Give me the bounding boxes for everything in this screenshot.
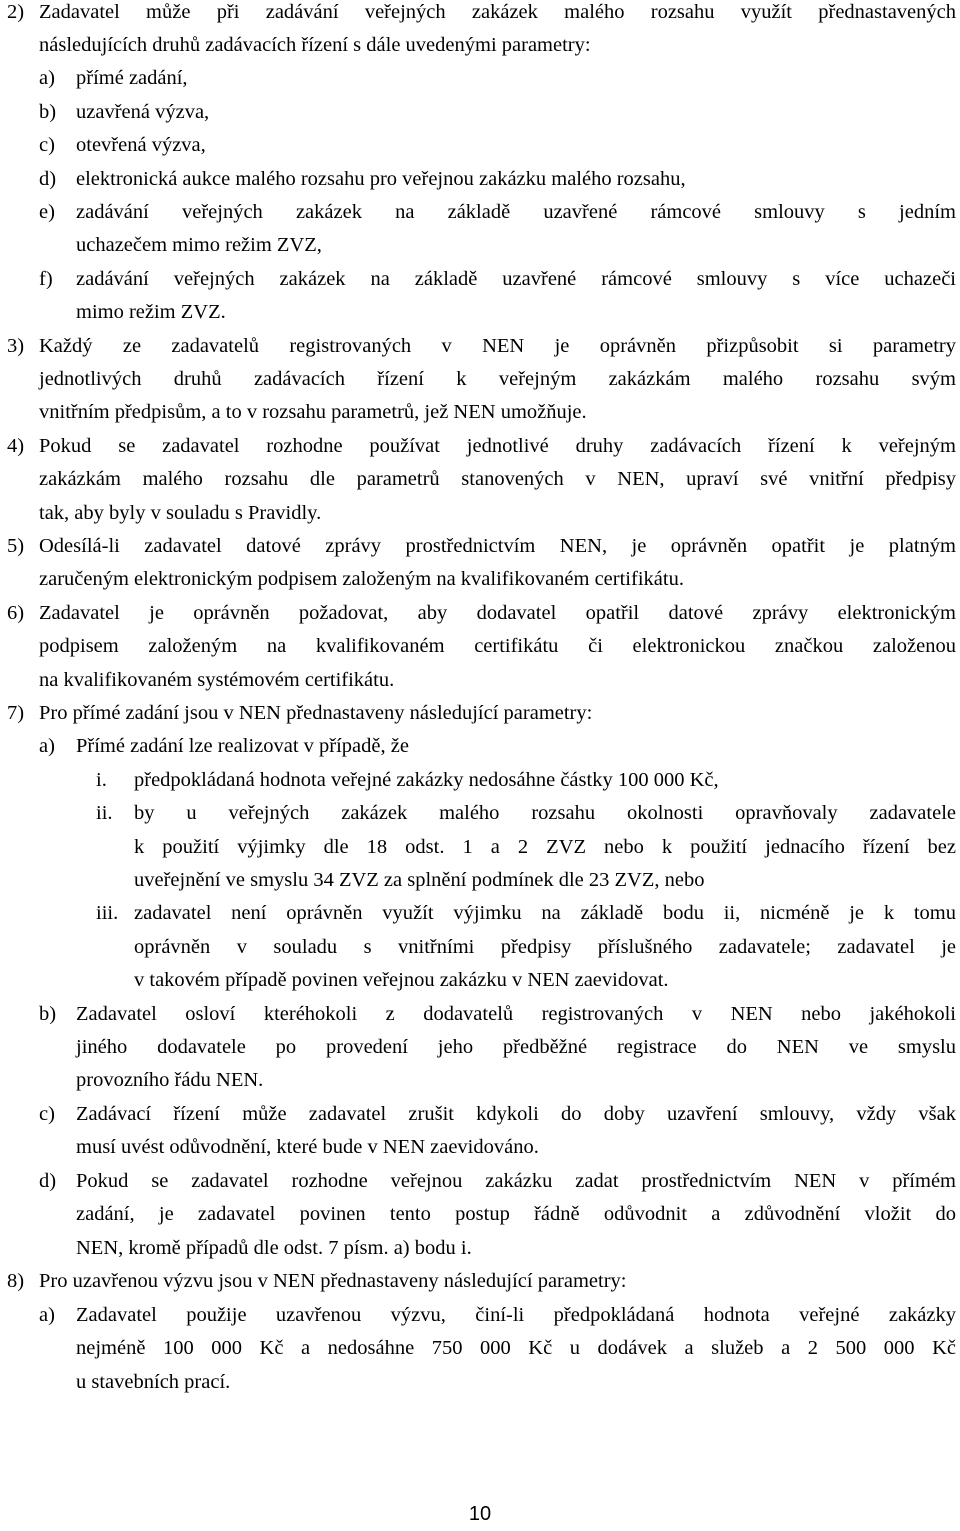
list-marker: f) — [39, 268, 53, 290]
list-marker: iii. — [96, 902, 119, 924]
list-marker: 3) — [7, 335, 25, 357]
list-marker: 6) — [7, 602, 25, 624]
list-marker: 4) — [7, 435, 25, 457]
paragraph-line: Každý ze zadavatelů registrovaných v NEN je oprávněn přizpůsobit si parametry — [39, 335, 956, 357]
list-marker: b) — [39, 101, 57, 123]
paragraph-line: Odesílá-li zadavatel datové zprávy prostřednictvím NEN, je oprávněn opatřit je platným — [39, 535, 956, 557]
list-item-line: uzavřená výzva, — [76, 101, 210, 123]
list-item-line: elektronická aukce malého rozsahu pro veřejnou zakázku malého rozsahu, — [76, 168, 686, 190]
list-item-line: nejméně 100 000 Kč a nedosáhne 750 000 Kč u dodávek a služeb a 2 500 000 Kč — [76, 1337, 956, 1359]
paragraph-line: Pro uzavřenou výzvu jsou v NEN přednastaveny následující parametry: — [39, 1270, 627, 1292]
list-marker: e) — [39, 201, 55, 223]
list-item-line: mimo režim ZVZ. — [76, 301, 226, 323]
paragraph-line: podpisem založeným na kvalifikovaném certifikátu či elektronickou značkou založenou — [39, 635, 956, 657]
list-item-line: provozního řádu NEN. — [76, 1069, 264, 1091]
list-item-line: zadavatel není oprávněn využít výjimku na základě bodu ii, nicméně je k tomu — [134, 902, 956, 924]
paragraph-line: tak, aby byly v souladu s Pravidly. — [39, 502, 322, 524]
paragraph-line: Pro přímé zadání jsou v NEN přednastaveny následující parametry: — [39, 702, 593, 724]
list-item-line: zadávání veřejných zakázek na základě uzavřené rámcové smlouvy s více uchazeči — [76, 268, 956, 290]
list-marker: b) — [39, 1003, 57, 1025]
list-marker: a) — [39, 735, 55, 757]
page-number: 10 — [468, 1503, 492, 1525]
list-item-line: musí uvést odůvodnění, které bude v NEN zaevidováno. — [76, 1136, 539, 1158]
list-item-line: k použití výjimky dle 18 odst. 1 a 2 ZVZ nebo k použití jednacího řízení bez — [134, 836, 956, 858]
list-item-line: v takovém případě povinen veřejnou zakázku v NEN zaevidovat. — [134, 969, 669, 991]
list-marker: a) — [39, 67, 55, 89]
list-marker: c) — [39, 134, 55, 156]
list-item-line: Přímé zadání lze realizovat v případě, že — [76, 735, 409, 757]
list-marker: i. — [96, 769, 107, 791]
list-item-line: oprávněn v souladu s vnitřními předpisy příslušného zadavatele; zadavatel je — [134, 936, 956, 958]
list-marker: a) — [39, 1304, 55, 1326]
list-item-line: Zadávací řízení může zadavatel zrušit kdykoli do doby uzavření smlouvy, vždy však — [76, 1103, 956, 1125]
list-marker: c) — [39, 1103, 55, 1125]
list-item-line: předpokládaná hodnota veřejné zakázky nedosáhne částky 100 000 Kč, — [134, 769, 719, 791]
list-item-line: otevřená výzva, — [76, 134, 206, 156]
list-item-line: zadávání veřejných zakázek na základě uzavřené rámcové smlouvy s jedním — [76, 201, 956, 223]
list-item-line: NEN, kromě případů dle odst. 7 písm. a) bodu i. — [76, 1237, 472, 1259]
list-marker: d) — [39, 168, 57, 190]
list-item-line: Zadavatel osloví kteréhokoli z dodavatelů registrovaných v NEN nebo jakéhokoli — [76, 1003, 956, 1025]
list-marker: 5) — [7, 535, 25, 557]
paragraph-line: zakázkám malého rozsahu dle parametrů stanovených v NEN, upraví své vnitřní předpisy — [39, 468, 956, 490]
list-item-line: jiného dodavatele po provedení jeho předběžné registrace do NEN ve smyslu — [76, 1036, 956, 1058]
paragraph-line: jednotlivých druhů zadávacích řízení k veřejným zakázkám malého rozsahu svým — [39, 368, 956, 390]
list-marker: d) — [39, 1170, 57, 1192]
paragraph-line: vnitřním předpisům, a to v rozsahu parametrů, jež NEN umožňuje. — [39, 401, 587, 423]
list-item-line: uchazečem mimo režim ZVZ, — [76, 234, 322, 256]
list-item-line: u stavebních prací. — [76, 1371, 231, 1393]
paragraph-line: Pokud se zadavatel rozhodne používat jednotlivé druhy zadávacích řízení k veřejným — [39, 435, 956, 457]
paragraph-line: Zadavatel může při zadávání veřejných zakázek malého rozsahu využít přednastavených — [39, 1, 956, 23]
list-item-line: Pokud se zadavatel rozhodne veřejnou zakázku zadat prostřednictvím NEN v přímém — [76, 1170, 956, 1192]
paragraph-line: Zadavatel je oprávněn požadovat, aby dodavatel opatřil datové zprávy elektronickým — [39, 602, 956, 624]
paragraph-line: na kvalifikovaném systémovém certifikátu. — [39, 669, 395, 691]
paragraph-line: následujících druhů zadávacích řízení s dále uvedenými parametry: — [39, 34, 591, 56]
list-marker: ii. — [96, 802, 113, 824]
paragraph-line: zaručeným elektronickým podpisem založeným na kvalifikovaném certifikátu. — [39, 568, 684, 590]
list-marker: 7) — [7, 702, 25, 724]
list-item-line: by u veřejných zakázek malého rozsahu okolnosti opravňovaly zadavatele — [134, 802, 956, 824]
list-item-line: uveřejnění ve smyslu 34 ZVZ za splnění podmínek dle 23 ZVZ, nebo — [134, 869, 705, 891]
list-marker: 2) — [7, 1, 25, 23]
list-item-line: přímé zadání, — [76, 67, 188, 89]
list-item-line: zadání, je zadavatel povinen tento postup řádně odůvodnit a zdůvodnění vložit do — [76, 1203, 956, 1225]
list-item-line: Zadavatel použije uzavřenou výzvu, činí-li předpokládaná hodnota veřejné zakázky — [76, 1304, 956, 1326]
list-marker: 8) — [7, 1270, 25, 1292]
